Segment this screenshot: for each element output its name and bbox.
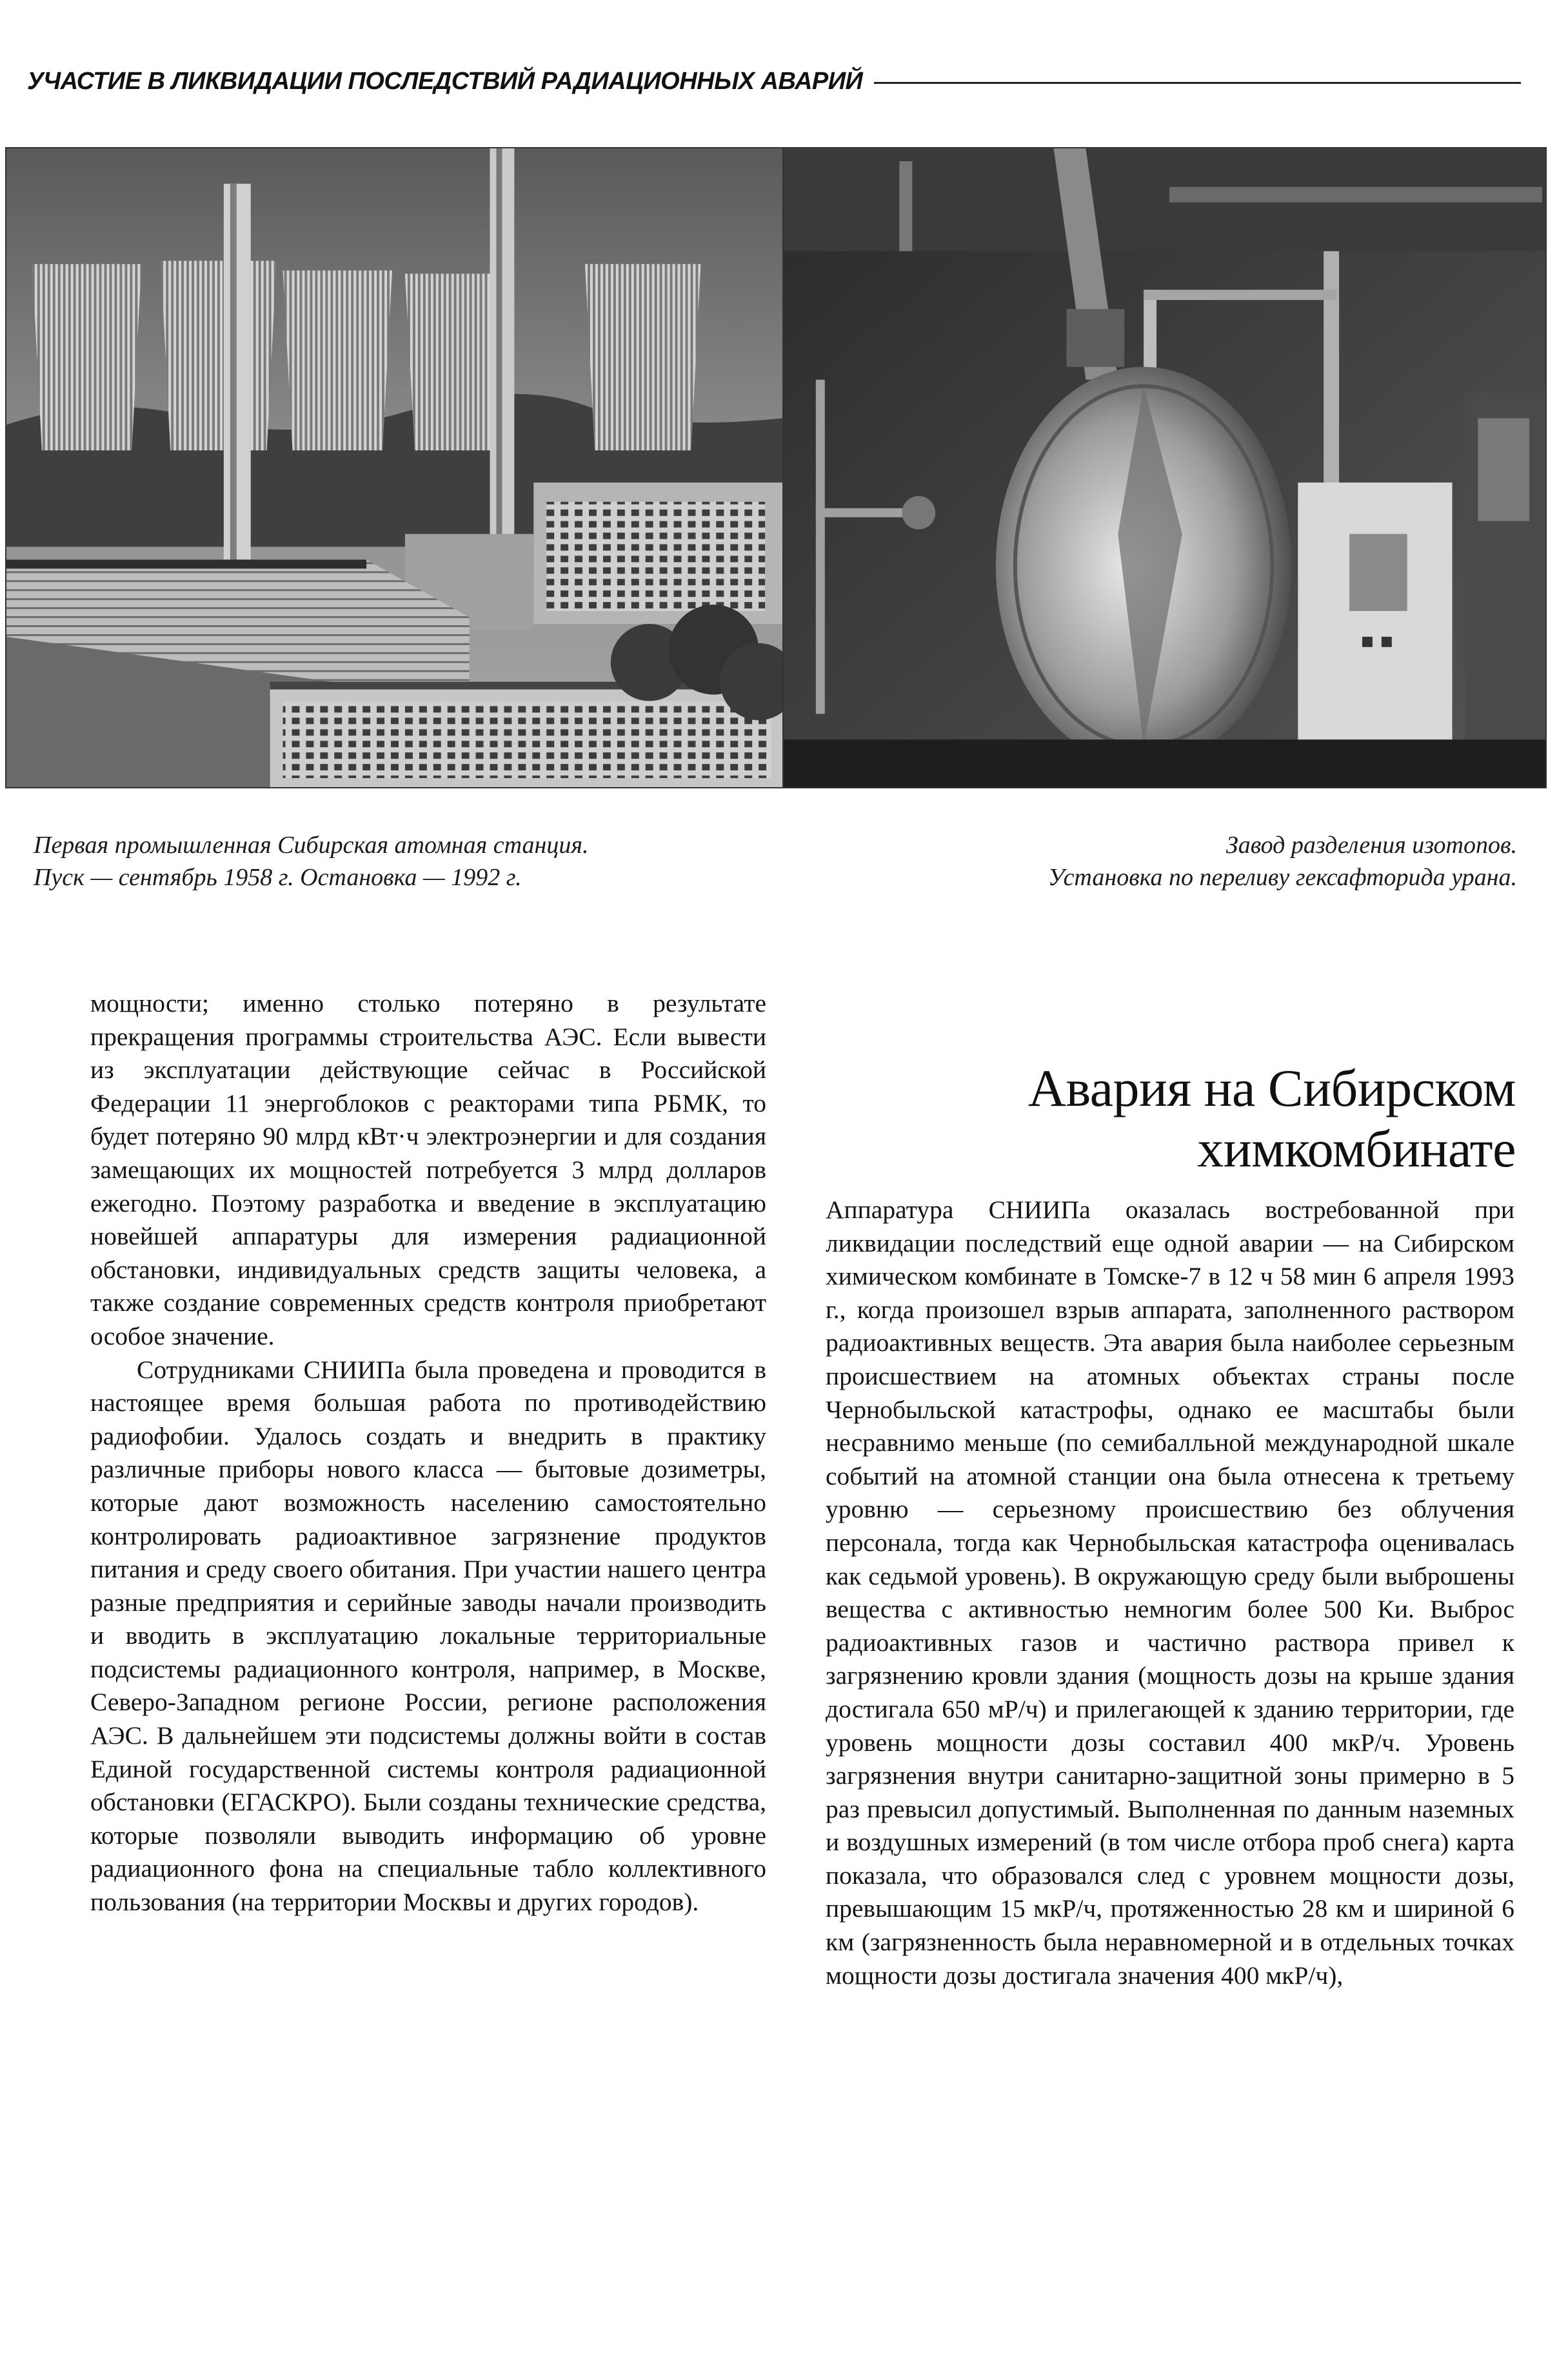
heading-line: химкомбинате xyxy=(1197,1119,1516,1178)
page-header xyxy=(27,62,1521,101)
right-text-column xyxy=(826,1194,1514,1992)
paragraph: мощности; именно столько потеряно в результате прекращения программы строительства АЭС. Если вывести из эксплуатации действующие сейчас в Российской Федерации 11 энергоблоков с реакторами типа РБМК, то будет потеряно 90 млрд кВт·ч электроэнергии и для создания замещающих их мощностей потребуется 3 млрд долларов ежегодно. Поэтому разработка и введение в эксплуатацию новейшей аппаратуры для измерения радиационной обстановки, индивидуальных средств защиты человека, а также создание современных средств контроля приобретают особое значение. xyxy=(90,989,766,1350)
caption-line: Пуск — сентябрь 1958 г. Остановка — 1992 г. xyxy=(34,864,522,891)
paragraph: Сотрудниками СНИИПа была проведена и проводится в настоящее время большая работа по противодействию радиофобии. Удалось создать и внедрить в практику различные приборы нового класса — бытовые дозиметры, которые дают возможность населению самостоятельно контролировать радиоактивное загрязнение продуктов питания и среду своего обитания. При участии нашего центра разные предприятия и серийные заводы начали производить и вводить в эксплуатацию локальные территориальные подсистемы радиационного контроля, например, в Москве, Северо-Западном регионе России, регионе расположения АЭС. В дальнейшем эти подсистемы должны войти в состав Единой государственной системы контроля радиационной обстановки (ЕГАСКРО). Были созданы технические средства, которые позволяли выводить информацию об уровне радиационного фона на специальные табло коллективного пользования (на территории Москвы и других городов). xyxy=(90,1355,766,1917)
photo-nuclear-station xyxy=(5,147,784,788)
photo-isotope-plant xyxy=(782,147,1547,788)
left-text-column xyxy=(90,987,766,1919)
running-head: УЧАСТИЕ В ЛИКВИДАЦИИ ПОСЛЕДСТВИЙ РАДИАЦИОННЫХ АВАРИЙ xyxy=(27,67,863,95)
photo-nuclear-station-graphic xyxy=(6,148,782,787)
section-heading xyxy=(832,1058,1516,1179)
caption-isotope-plant xyxy=(813,829,1517,894)
paragraph: Аппаратура СНИИПа оказалась востребованной при ликвидации последствий еще одной аварии — на Сибирском химическом комбинате в Томске-7 в 12 ч 58 мин 6 апреля 1993 г., когда произошел взрыв аппарата, заполненного раствором радиоактивных веществ. Эта авария была наиболее серьезным происшествием на атомных объектах страны после Чернобыльской катастрофы, однако ее масштабы были несравнимо меньше (по семибалльной международной шкале событий на атомной станции она была отнесена к третьему уровню — серьезному происшествию без облучения персонала, тогда как Чернобыльская катастрофа оценивалась как седьмой уровень). В окружающую среду были выброшены вещества с активностью немногим более 500 Ки. Выброс радиоактивных газов и частично раствора привел к загрязнению кровли здания (мощность дозы на крыше здания достигала 650 мР/ч) и прилегающей к зданию территории, где уровень мощности дозы составил 400 мкР/ч. Уровень загрязнения внутри санитарно-защитной зоны примерно в 5 раз превысил допустимый. Выполненная по данным наземных и воздушных измерений (в том числе отбора проб снега) карта показала, что образовался след с уровнем мощности дозы, превышающим 15 мкР/ч, протяженностью 28 км и шириной 6 км (загрязненность была неравномерной и в отдельных точках мощности дозы достигала значения 400 мкР/ч), xyxy=(826,1195,1514,1990)
caption-line: Установка по переливу гексафторида урана. xyxy=(1047,864,1517,891)
caption-line: Завод разделения изотопов. xyxy=(1226,832,1517,859)
caption-nuclear-station xyxy=(34,829,743,894)
caption-line: Первая промышленная Сибирская атомная станция. xyxy=(34,832,589,859)
heading-line: Авария на Сибирском xyxy=(1027,1059,1516,1117)
photo-isotope-plant-graphic xyxy=(784,148,1545,787)
header-rule xyxy=(874,82,1521,84)
